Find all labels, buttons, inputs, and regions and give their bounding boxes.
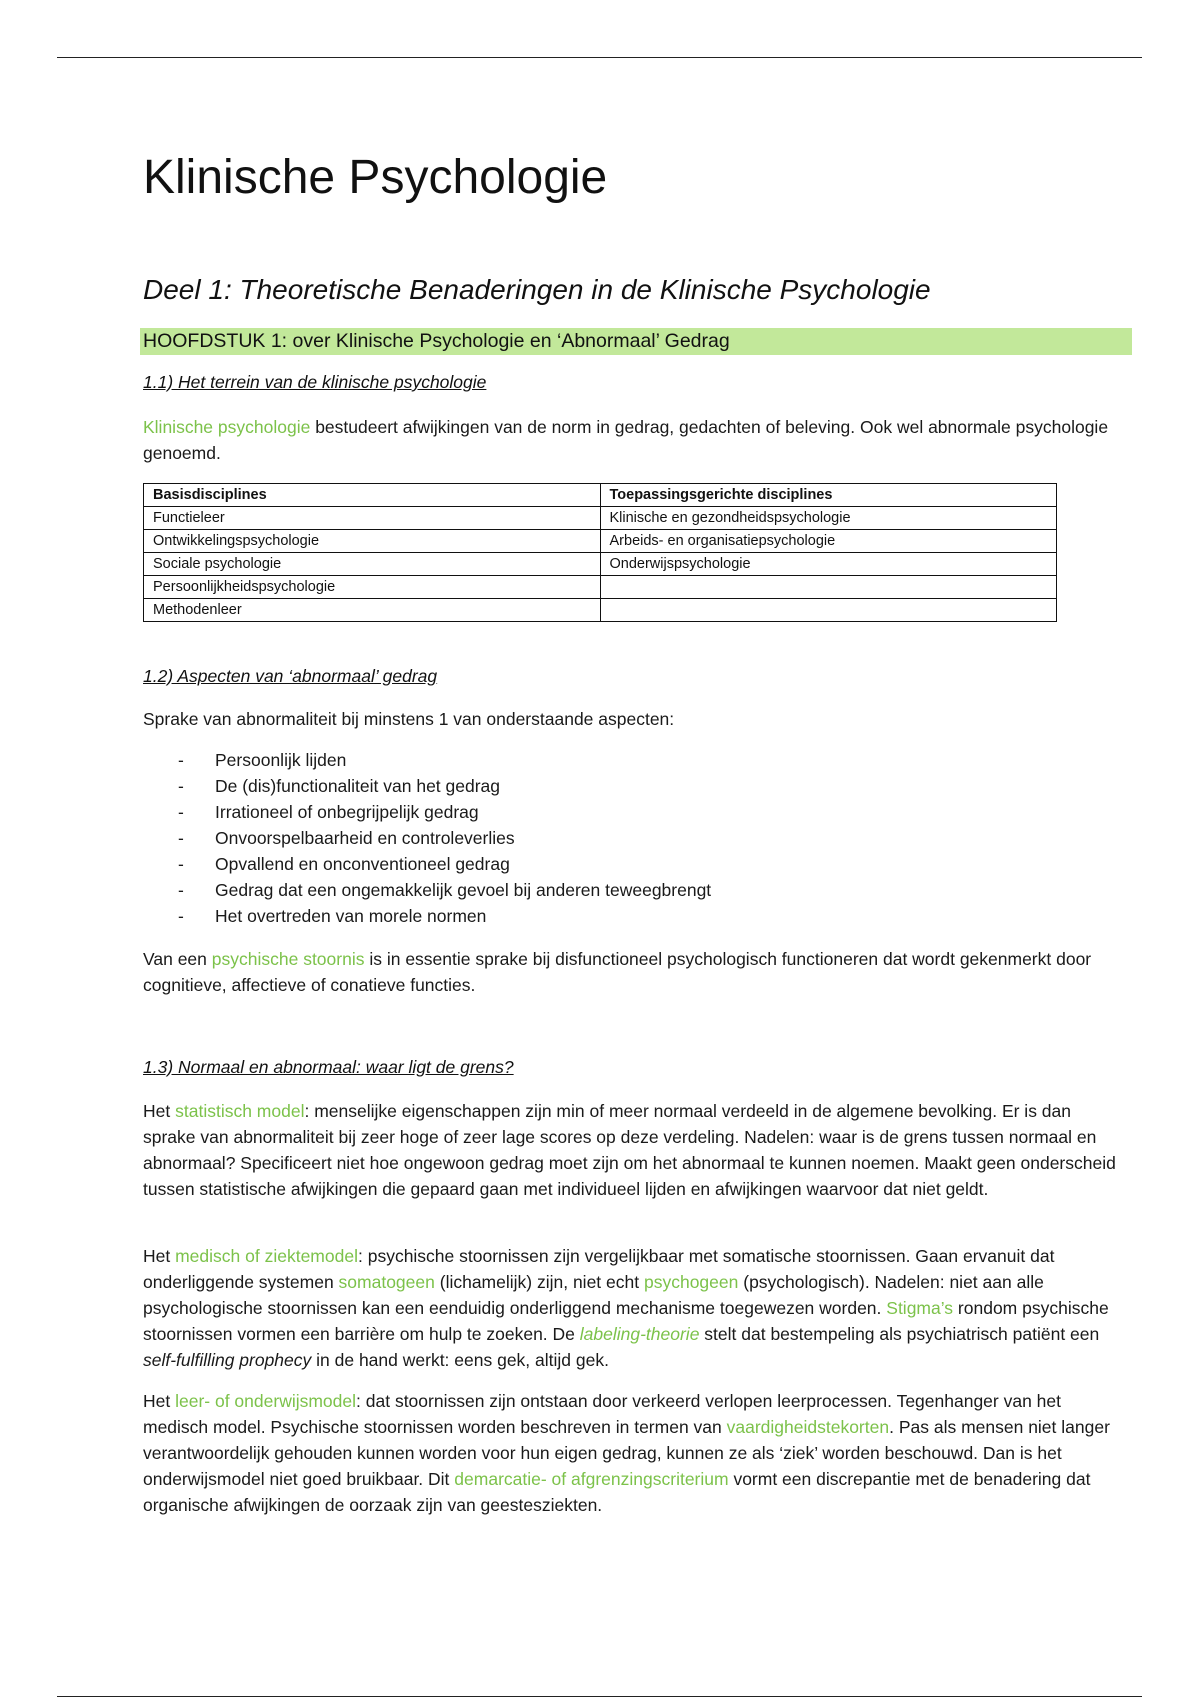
- section-1-2-paragraph: Van een psychische stoornis is in essentie sprake bij disfunctioneel psychologisch functioneren dat wordt gekenmerkt door cognitieve, affectieve of conatieve functies.: [143, 949, 1092, 995]
- table-cell: Methodenleer: [144, 599, 601, 622]
- table-row: [144, 530, 1057, 553]
- table-row: [144, 507, 1057, 530]
- table-cell: [600, 599, 1057, 622]
- term-somatogeen: somatogeen: [338, 1272, 435, 1292]
- section-1-2-intro: Sprake van abnormaliteit bij minstens 1 van onderstaande aspecten:: [143, 709, 675, 729]
- term-labeling-theorie: labeling-theorie: [579, 1324, 700, 1344]
- term-psychogeen: psychogeen: [643, 1272, 739, 1292]
- table-cell: Klinische en gezondheidspsychologie: [600, 507, 1057, 530]
- list-item: - Irrationeel of onbegrijpelijk gedrag: [178, 799, 711, 825]
- table-cell: Sociale psychologie: [144, 553, 601, 576]
- table-row: [144, 576, 1057, 599]
- list-item: - Persoonlijk lijden: [178, 747, 711, 773]
- term-onderwijsmodel: leer- of onderwijsmodel: [175, 1391, 357, 1411]
- term-vaardigheidstekorten: vaardigheidstekorten: [726, 1417, 890, 1437]
- document-title: Klinische Psychologie: [143, 151, 608, 204]
- chapter-heading: HOOFDSTUK 1: over Klinische Psychologie en ‘Abnormaal’ Gedrag: [140, 328, 1132, 355]
- table-row: [144, 599, 1057, 622]
- aspects-list: [178, 747, 711, 929]
- term-stigmas: Stigma’s: [886, 1298, 954, 1318]
- part-heading: Deel 1: Theoretische Benaderingen in de Klinische Psychologie: [143, 274, 931, 305]
- table-header-cell: Basisdisciplines: [144, 484, 601, 507]
- term-self-fulfilling-prophecy: self-fulfilling prophecy: [143, 1350, 312, 1370]
- list-item: - De (dis)functionaliteit van het gedrag: [178, 773, 711, 799]
- header-rule: [57, 57, 1142, 58]
- statistisch-model-paragraph: Het statistisch model: menselijke eigenschappen zijn min of meer normaal verdeeld in de algemene bevolking. Er is dan sprake van abnormaliteit bij zeer hoge of zeer lage scores op deze verdeling. Nadelen: waar is de grens tussen normaal en abnormaal? Specificeert niet hoe ongewoon gedrag moet zijn om het abnormaal te kunnen noemen. Maakt geen onderscheid tussen statistische afwijkingen die gepaard gaan met individueel lijden en afwijkingen waarvoor dat niet geldt.: [143, 1101, 1116, 1199]
- list-item: - Onvoorspelbaarheid en controleverlies: [178, 825, 711, 851]
- list-item: - Opvallend en onconventioneel gedrag: [178, 851, 711, 877]
- medisch-model-paragraph: Het medisch of ziektemodel: psychische stoornissen zijn vergelijkbaar met somatische stoornissen. Gaan ervanuit dat onderliggende systemen somatogeen (lichamelijk) zijn, niet echt psychogeen (psychologisch). Nadelen: niet aan alle psychologische stoornissen kan een eenduidig onderliggend mechanisme toegewezen worden. Stigma’s rondom psychische stoornissen vormen een barrière om hulp te zoeken. De labeling-theorie stelt dat bestempeling als psychiatrisch patiënt een self-fulfilling prophecy in de hand werkt: eens gek, altijd gek.: [143, 1246, 1109, 1370]
- disciplines-table: [143, 483, 1057, 622]
- term-psychische-stoornis: psychische stoornis: [211, 949, 365, 969]
- section-heading-1-2: 1.2) Aspecten van ‘abnormaal’ gedrag: [143, 666, 438, 686]
- term-demarcatie-criterium: demarcatie- of afgrenzingscriterium: [454, 1469, 729, 1489]
- list-item: - Gedrag dat een ongemakkelijk gevoel bij anderen teweegbrengt: [178, 877, 711, 903]
- table-cell: Ontwikkelingspsychologie: [144, 530, 601, 553]
- section-heading-1-1: 1.1) Het terrein van de klinische psychologie: [143, 372, 487, 392]
- term-statistisch-model: statistisch model: [175, 1101, 305, 1121]
- term-medisch-model: medisch of ziektemodel: [175, 1246, 358, 1266]
- table-row: [144, 553, 1057, 576]
- table-cell: Persoonlijkheidspsychologie: [144, 576, 601, 599]
- table-cell: Onderwijspsychologie: [600, 553, 1057, 576]
- table-cell: Arbeids- en organisatiepsychologie: [600, 530, 1057, 553]
- table-header-cell: Toepassingsgerichte disciplines: [600, 484, 1057, 507]
- footer-rule: [57, 1696, 1142, 1697]
- list-item: - Het overtreden van morele normen: [178, 903, 711, 929]
- table-header-row: [144, 484, 1057, 507]
- section-heading-1-3: 1.3) Normaal en abnormaal: waar ligt de grens?: [143, 1057, 514, 1077]
- section-1-1-paragraph: Klinische psychologie bestudeert afwijkingen van de norm in gedrag, gedachten of beleving. Ook wel abnormale psychologie genoemd.: [143, 417, 1109, 463]
- table-cell: [600, 576, 1057, 599]
- table-cell: Functieleer: [144, 507, 601, 530]
- onderwijsmodel-paragraph: Het leer- of onderwijsmodel: dat stoornissen zijn ontstaan door verkeerd verlopen leerprocessen. Tegenhanger van het medisch model. Psychische stoornissen worden beschreven in termen van vaardigheidstekorten. Pas als mensen niet langer verantwoordelijk gehouden kunnen worden voor hun eigen gedrag, kunnen ze als ‘ziek’ worden beschouwd. Dan is het onderwijsmodel niet goed bruikbaar. Dit demarcatie- of afgrenzingscriterium vormt een discrepantie met de benadering dat organische afwijkingen de oorzaak zijn van geestesziekten.: [143, 1391, 1110, 1515]
- term-klinische-psychologie: Klinische psychologie: [143, 417, 311, 437]
